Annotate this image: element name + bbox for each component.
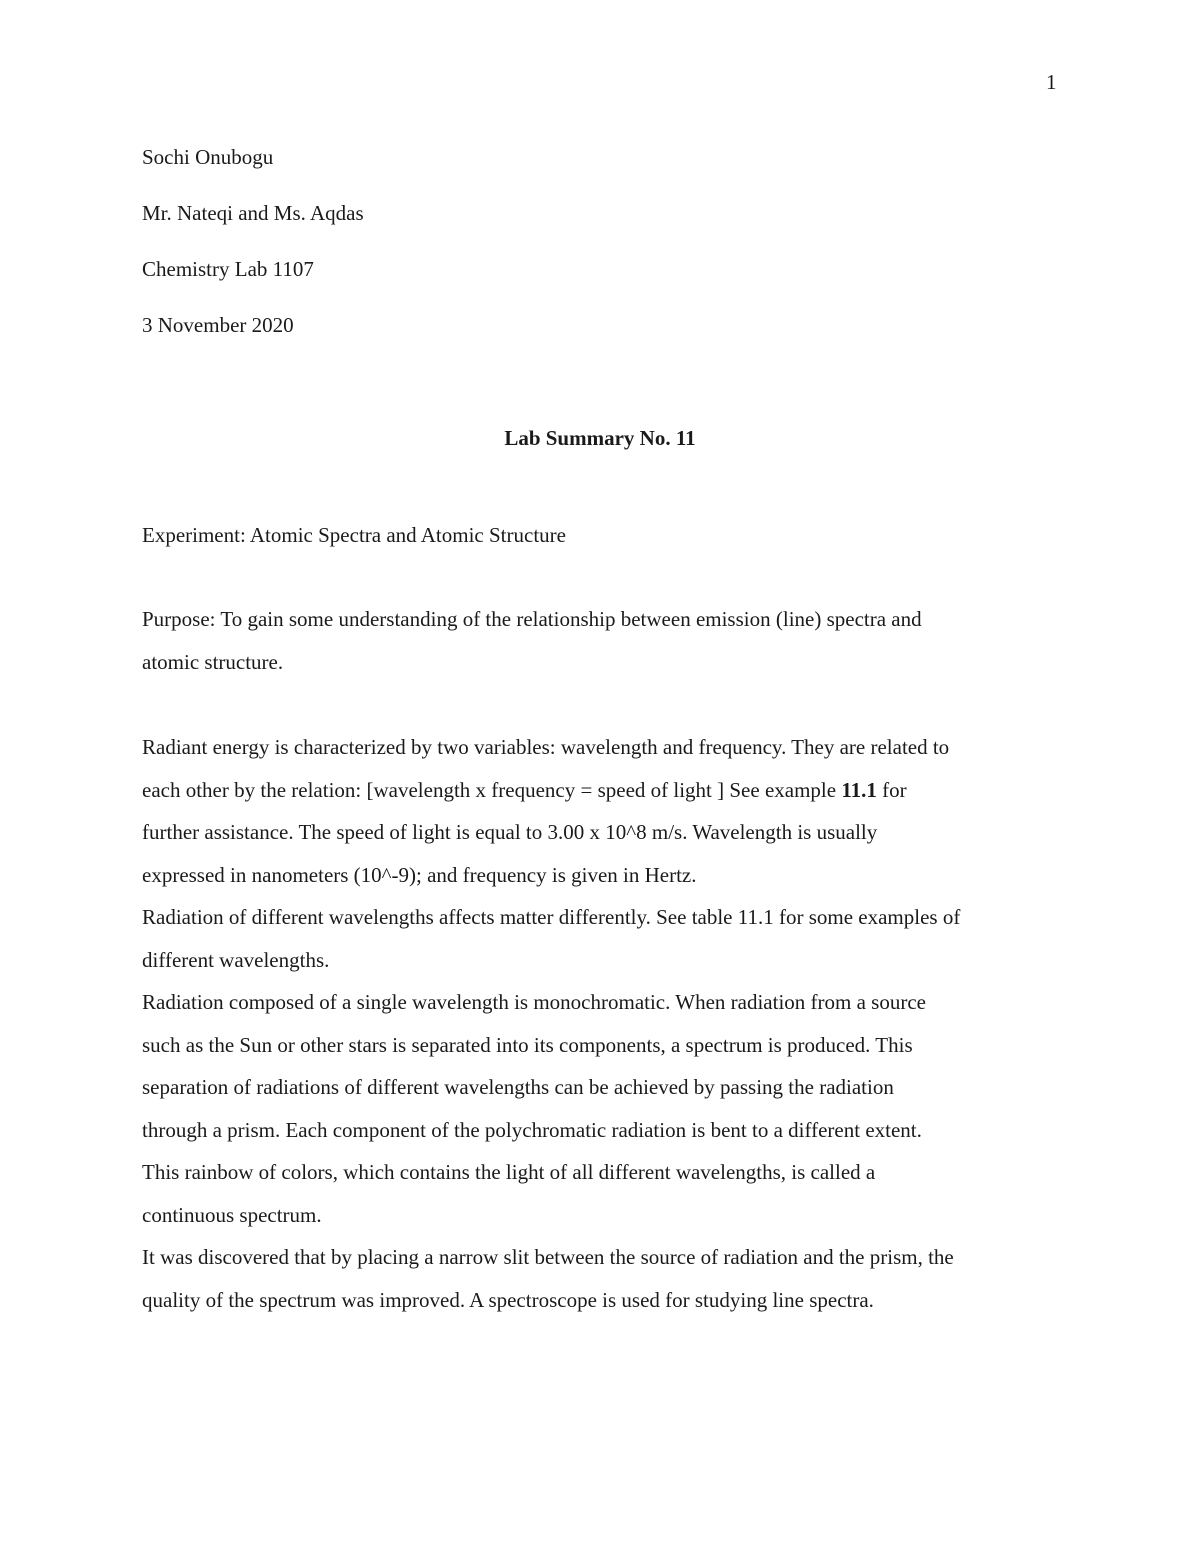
- purpose-line-2: atomic structure.: [142, 649, 284, 674]
- paragraph1-line-4: expressed in nanometers (10^-9); and frequency is given in Hertz.: [142, 862, 697, 887]
- header-block: [142, 142, 1062, 366]
- paragraph3-line-2: such as the Sun or other stars is separated into its components, a spectrum is produced. This: [142, 1032, 913, 1057]
- paragraph3-line-4: through a prism. Each component of the polychromatic radiation is bent to a different extent.: [142, 1117, 922, 1142]
- paragraph1-line-2-end: for: [876, 777, 907, 802]
- page-number: 1: [1046, 70, 1057, 94]
- purpose-line-1: Purpose: To gain some understanding of the relationship between emission (line) spectra and: [142, 607, 922, 631]
- paragraph4-line-2: quality of the spectrum was improved. A spectroscope is used for studying line spectra.: [142, 1287, 874, 1312]
- purpose-paragraph: [142, 598, 1072, 683]
- paragraph3-line-6: continuous spectrum.: [142, 1202, 322, 1227]
- paragraph2-line-1: Radiation of different wavelengths affects matter differently. See table 11.1 for some examples of: [142, 905, 961, 929]
- course-name: Chemistry Lab 1107: [142, 257, 314, 281]
- paragraph4-line-1: It was discovered that by placing a narrow slit between the source of radiation and the prism, the: [142, 1245, 954, 1269]
- paragraph1-line-2-start: each other by the relation: [wavelength x frequency = speed of light ] See example: [142, 777, 842, 802]
- paragraph2-line-2: different wavelengths.: [142, 947, 330, 972]
- paragraph1-line-1: Radiant energy is characterized by two variables: wavelength and frequency. They are related to: [142, 735, 950, 759]
- document-date: 3 November 2020: [142, 313, 294, 337]
- paragraph3-line-1: Radiation composed of a single wavelength is monochromatic. When radiation from a source: [142, 990, 926, 1014]
- paragraph1-line-2: [142, 769, 1072, 812]
- author-name: Sochi Onubogu: [142, 145, 274, 169]
- instructor-names: Mr. Nateqi and Ms. Aqdas: [142, 201, 364, 225]
- paragraph3-line-3: separation of radiations of different wavelengths can be achieved by passing the radiation: [142, 1075, 894, 1099]
- document-title: Lab Summary No. 11: [504, 426, 696, 450]
- paragraph1-line-3: further assistance. The speed of light is equal to 3.00 x 10^8 m/s. Wavelength is usually: [142, 820, 878, 844]
- body-paragraphs: [142, 726, 1072, 1321]
- experiment-line: [142, 514, 1072, 557]
- experiment-text: Experiment: Atomic Spectra and Atomic Structure: [142, 523, 566, 547]
- example-reference: 11.1: [841, 777, 877, 802]
- paragraph3-line-5: This rainbow of colors, which contains the light of all different wavelengths, is called a: [142, 1160, 876, 1184]
